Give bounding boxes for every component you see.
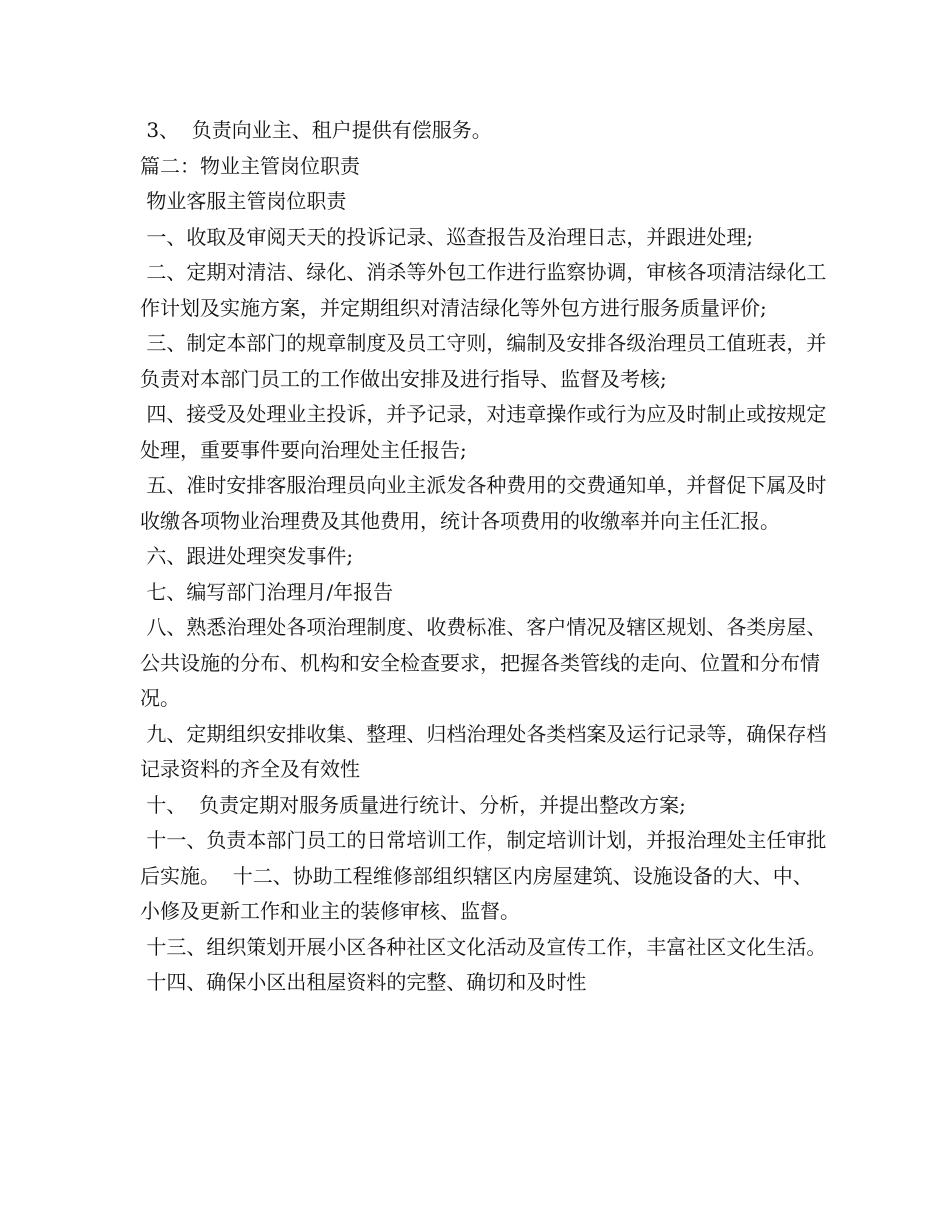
- duty-item-8: 八、熟悉治理处各项治理制度、收费标准、客户情况及辖区规划、各类房屋、公共设施的分布、机构和安全检查要求，把握各类管线的走向、位置和分布情况。: [140, 615, 827, 710]
- subsection-heading: 物业客服主管岗位职责: [140, 189, 347, 213]
- duty-item-7: 七、编写部门治理月/年报告: [140, 579, 394, 604]
- duty-item-9: 九、定期组织安排收集、整理、归档治理处各类档案及运行记录等，确保存档记录资料的齐全及有效性: [140, 721, 827, 781]
- duty-item-3: 三、制定本部门的规章制度及员工守则，编制及安排各级治理员工值班表，并负责对本部门员工的工作做出安排及进行指导、监督及考核;: [140, 331, 827, 391]
- duty-item-13: 十三、组织策划开展小区各种社区文化活动及宣传工作，丰富社区文化生活。: [140, 934, 827, 959]
- duty-item-10: 十、 负责定期对服务质量进行统计、分析，并提出整改方案;: [140, 792, 686, 817]
- section-heading: 篇二：物业主管岗位职责: [140, 153, 360, 178]
- duty-item-11-12: 十一、负责本部门员工的日常培训工作，制定培训计划，并报治理处主任审批后实施。 十二、协助工程维修部组织辖区内房屋建筑、设施设备的大、中、小修及更新工作和业主的装修审核、监督。: [140, 828, 827, 923]
- duty-item-5: 五、准时安排客服治理员向业主派发各种费用的交费通知单，并督促下属及时收缴各项物业治理费及其他费用，统计各项费用的收缴率并向主任汇报。: [140, 473, 827, 533]
- document-body: [140, 113, 830, 1001]
- duty-item-1: 一、收取及审阅天天的投诉记录、巡查报告及治理日志，并跟进处理;: [140, 224, 754, 249]
- paragraph-paid-services: 3、 负责向业主、租户提供有偿服务。: [140, 118, 492, 142]
- duty-item-4: 四、接受及处理业主投诉，并予记录，对违章操作或行为应及时制止或按规定处理，重要事件要向治理处主任报告;: [140, 402, 827, 462]
- duty-item-14: 十四、确保小区出租屋资料的完整、确切和及时性: [140, 970, 587, 994]
- duty-item-6: 六、跟进处理突发事件;: [140, 544, 354, 568]
- duty-item-2: 二、定期对清洁、绿化、消杀等外包工作进行监察协调，审核各项清洁绿化工作计划及实施方案，并定期组织对清洁绿化等外包方进行服务质量评价;: [140, 260, 827, 320]
